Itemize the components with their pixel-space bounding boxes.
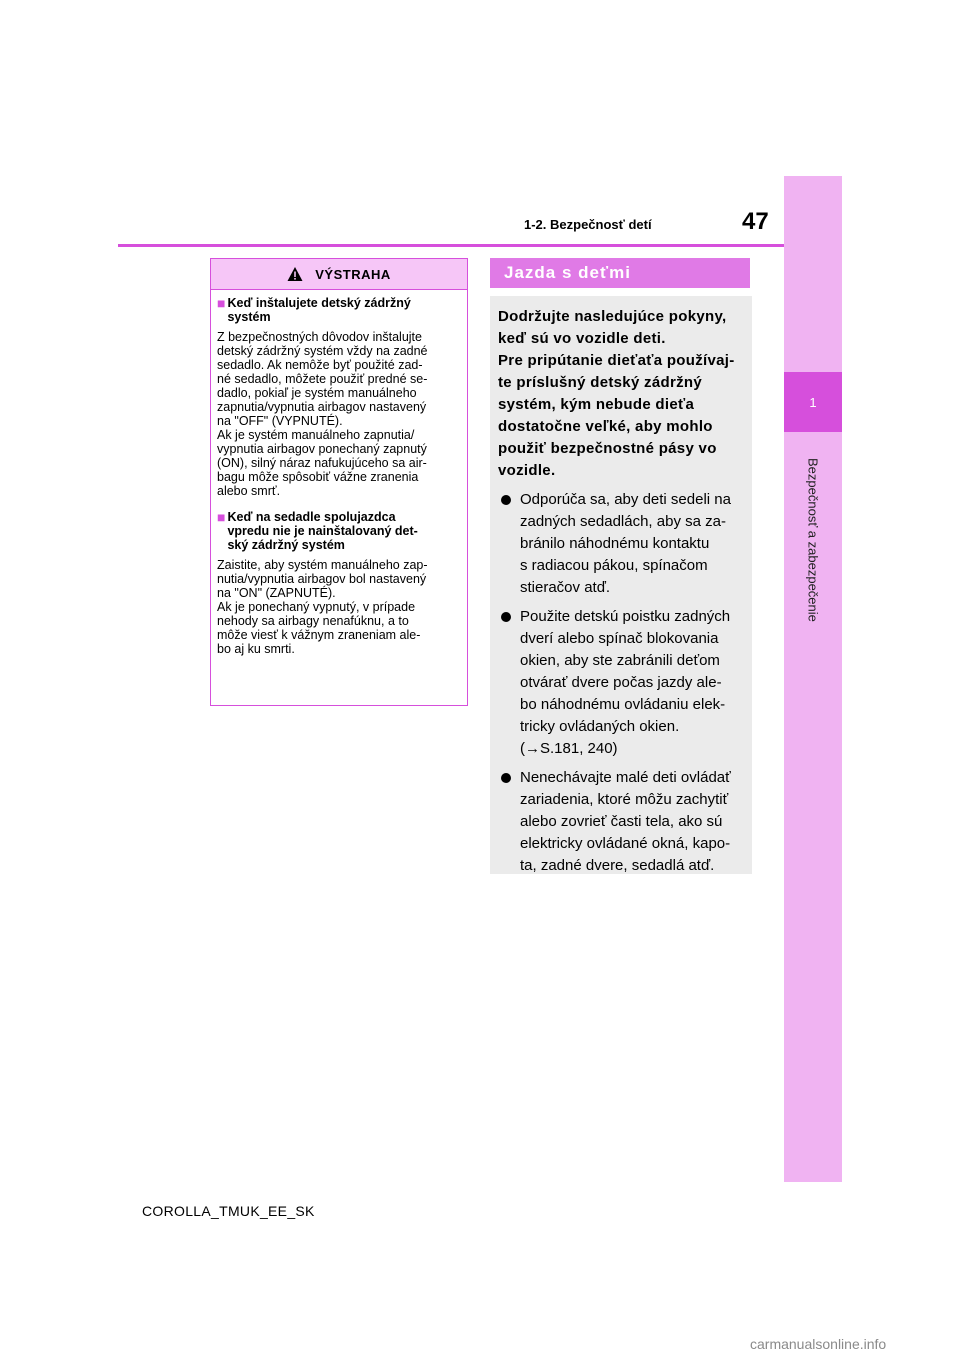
warning-item-heading: ■ Keď inštalujete detský zádržný systém [217,295,411,324]
document-code: COROLLA_TMUK_EE_SK [142,1203,315,1219]
section-title: 1-2. Bezpečnosť detí [524,217,652,232]
warning-body [211,290,467,656]
header-rule [118,244,784,247]
warning-title: VÝSTRAHA [315,266,391,282]
kids-intro: Dodržujte nasledujúce pokyny, keď sú vo vozidle deti. Pre pripútanie dieťaťa používaj- te príslušný detský zádržný systém, kým nebude dieťa dostatočne veľké, aby mohlo použiť bezpečnostné pásy vo vozidle. [498,308,735,479]
chapter-title-vertical [784,440,842,640]
warning-triangle-icon [287,266,303,282]
chapter-number: 1 [809,394,817,410]
page-number: 47 [742,208,769,235]
list-item: Použite detskú poistku zadných dverí alebo spínač blokovania okien, aby ste zabránili deťom otvárať dvere počas jazdy ale- bo náhodnému ovládaniu elek- tricky ovládaných okien. (→S.181, 240) [498,606,752,760]
bullet-dot-icon [501,773,511,783]
warning-item-text: Zaistite, aby systém manuálneho zap- nutia/vypnutia airbagov bol nastavený na "ON" (ZAPNUTÉ). Ak je ponechaný vypnutý, v prípade nehody sa airbagy nenafúknu, a to môže viesť k vážnym zraneniam ale- bo aj ku smrti. [217,558,428,656]
square-bullet-icon: ■ [217,295,226,311]
chapter-number-box [784,372,842,432]
bullet-dot-icon [501,495,511,505]
warning-header [211,259,467,290]
page-reference-link[interactable]: (→S.181, 240) [520,740,618,757]
warning-item-text: Z bezpečnostných dôvodov inštalujte detský zádržný systém vždy na zadné sedadlo. Ak nemôže byť použité zad- né sedadlo, môžete použiť predné se- dadlo, pokiaľ je systém manuálneho zapnutia/vypnutia airbagov nastavený na "OFF" (VYPNUTÉ). Ak je systém manuálneho zapnutia/ vypnutia airbagov ponechaný zapnutý (ON), silný náraz nafukujúceho sa air- bagu môže spôsobiť vážne zranenia alebo smrť. [217,330,428,498]
warning-item-heading: ■ Keď na sedadle spolujazdca vpredu nie je nainštalovaný det- ský zádržný systém [217,509,418,552]
square-bullet-icon: ■ [217,509,226,525]
warning-box [210,258,468,706]
kids-section-box [490,296,752,874]
chapter-title: Bezpečnosť a zabezpečenie [805,458,821,622]
list-item: Odporúča sa, aby deti sedeli na zadných sedadlách, aby sa za- bránilo náhodnému kontaktu s radiacou pákou, spínačom stieračov atď. [498,489,752,599]
side-chapter-tab [784,176,842,1182]
watermark: carmanualsonline.info [750,1336,887,1352]
bullet-dot-icon [501,612,511,622]
list-item: Nenechávajte malé deti ovládať zariadenia, ktoré môžu zachytiť alebo zovrieť časti tela, ako sú elektricky ovládané okná, kapo- ta, zadné dvere, sedadlá atď. [498,767,752,877]
kids-section-header [490,258,750,288]
kids-section-title: Jazda s deťmi [504,263,631,282]
